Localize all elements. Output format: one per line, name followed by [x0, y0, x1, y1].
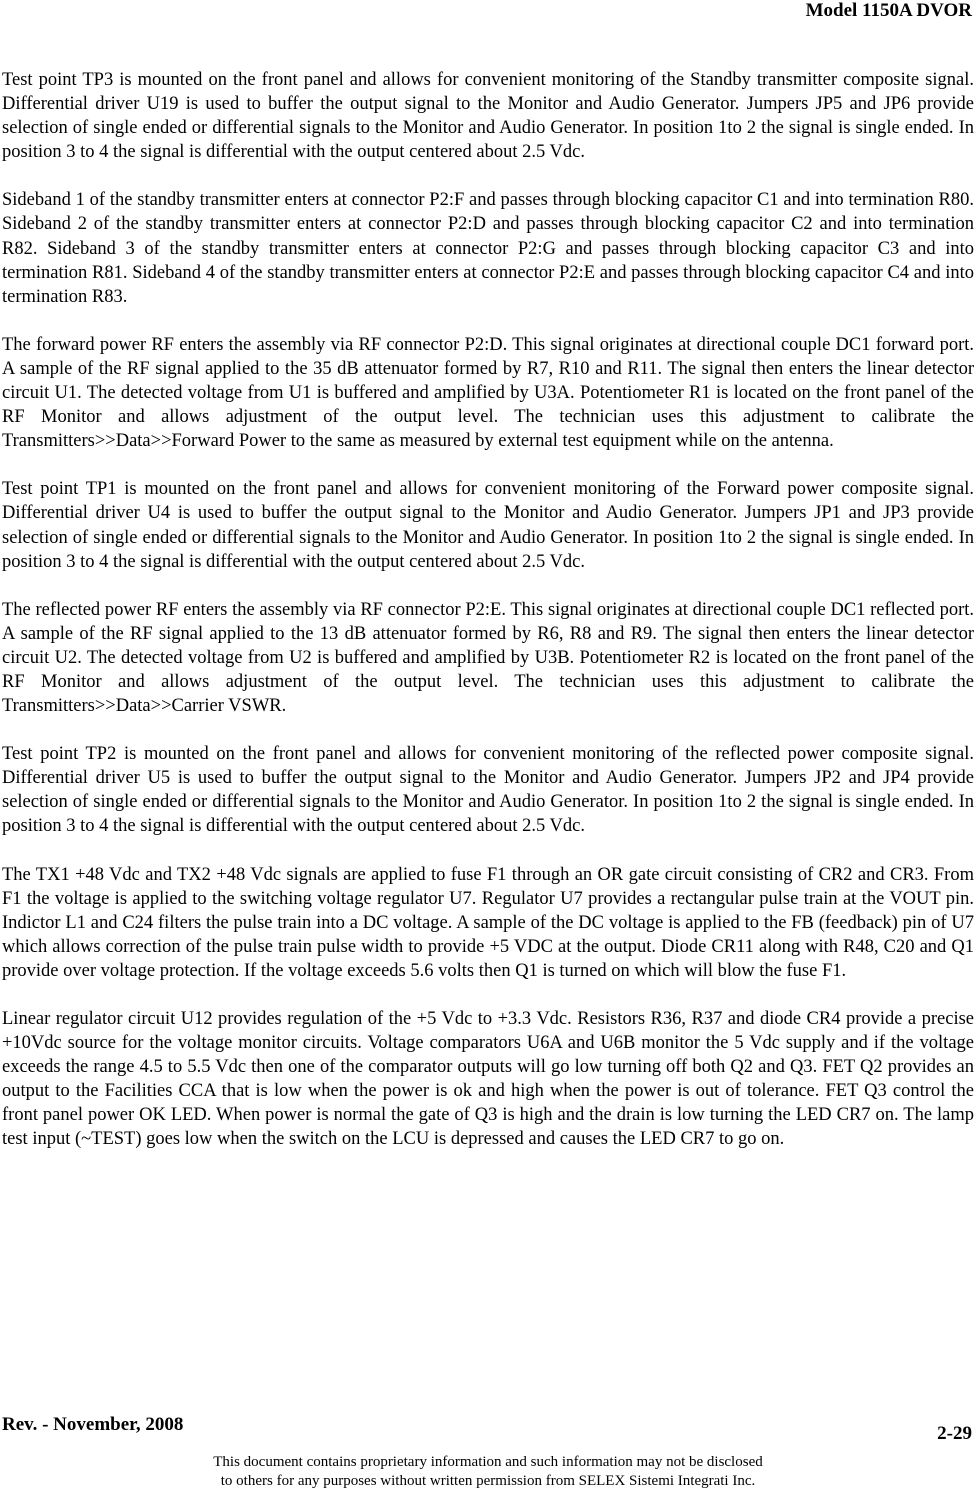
footer-notice-line-1: This document contains proprietary information and such information may not be disclosed [213, 1454, 763, 1470]
paragraph-forward-power: The forward power RF enters the assembly via RF connector P2:D. This signal originates at directional couple DC1 forward port. A sample of the RF signal applied to the 35 dB attenuator formed by R7, R10 and R11. The signal then enters the linear detector circuit U1. The detected voltage from U1 is buffered and amplified by U3A. Potentiometer R1 is located on the front panel of the RF Monitor and allows adjustment of the output level. The technician uses this adjustment to calibrate the Transmitters>>Data>>Forward Power to the same as measured by external test equipment while on the antenna. [2, 334, 974, 452]
footer-page-number: 2-29 [937, 1423, 972, 1444]
document-body [2, 68, 974, 1176]
document-header-title: Model 1150A DVOR [805, 0, 972, 21]
paragraph-tp1-forward-monitoring: Test point TP1 is mounted on the front panel and allows for convenient monitoring of the Forward power composite signal. Differential driver U4 is used to buffer the output signal to the Monitor and Audio Generator. Jumpers JP1 and JP3 provide selection of single ended or differential signals to the Monitor and Audio Generator. In position 1to 2 the signal is single ended. In position 3 to 4 the signal is differential with the output centered about 2.5 Vdc. [2, 479, 974, 572]
footer-proprietary-notice [0, 1453, 976, 1491]
paragraph-tp2-reflected-monitoring: Test point TP2 is mounted on the front panel and allows for convenient monitoring of the reflected power composite signal. Differential driver U5 is used to buffer the output signal to the Monitor and Audio Generator. Jumpers JP2 and JP4 provide selection of single ended or differential signals to the Monitor and Audio Generator. In position 1to 2 the signal is single ended. In position 3 to 4 the signal is differential with the output centered about 2.5 Vdc. [2, 744, 974, 837]
paragraph-power-supply: The TX1 +48 Vdc and TX2 +48 Vdc signals are applied to fuse F1 through an OR gate circuit consisting of CR2 and CR3. From F1 the voltage is applied to the switching voltage regulator U7. Regulator U7 provides a rectangular pulse train at the VOUT pin. Indictor L1 and C24 filters the pulse train into a DC voltage. A sample of the DC voltage is applied to the FB (feedback) pin of U7 which allows correction of the pulse train pulse width to provide +5 VDC at the output. Diode CR11 along with R48, C20 and Q1 provide over voltage protection. If the voltage exceeds 5.6 volts then Q1 is turned on which will blow the fuse F1. [2, 864, 974, 981]
paragraph-reflected-power: The reflected power RF enters the assembly via RF connector P2:E. This signal originates at directional couple DC1 reflected port. A sample of the RF signal applied to the 13 dB attenuator formed by R6, R8 and R9. The signal then enters the linear detector circuit U2. The detected voltage from U2 is buffered and amplified by U3B. Potentiometer R2 is located on the front panel of the RF Monitor and allows adjustment of the output level. The technician uses this adjustment to calibrate the Transmitters>>Data>>Carrier VSWR. [2, 599, 974, 717]
paragraph-tp3-standby-monitoring: Test point TP3 is mounted on the front panel and allows for convenient monitoring of the Standby transmitter composite signal. Differential driver U19 is used to buffer the output signal to the Monitor and Audio Generator. Jumpers JP5 and JP6 provide selection of single ended or differential signals to the Monitor and Audio Generator. In position 1to 2 the signal is single ended. In position 3 to 4 the signal is differential with the output centered about 2.5 Vdc. [2, 70, 974, 163]
paragraph-sidebands: Sideband 1 of the standby transmitter enters at connector P2:F and passes through blocking capacitor C1 and into termination R80. Sideband 2 of the standby transmitter enters at connector P2:D and passes through blocking capacitor C2 and into termination R82. Sideband 3 of the standby transmitter enters at connector P2:G and passes through blocking capacitor C3 and into termination R81. Sideband 4 of the standby transmitter enters at connector P2:E and passes through blocking capacitor C4 and into termination R83. [2, 190, 974, 307]
footer-notice-line-2: to others for any purposes without written permission from SELEX Sistemi Integrati Inc. [220, 1473, 756, 1489]
paragraph-linear-regulator: Linear regulator circuit U12 provides regulation of the +5 Vdc to +3.3 Vdc. Resistors R36, R37 and diode CR4 provide a precise +10Vdc source for the voltage monitor circuits. Voltage comparators U6A and U6B monitor the 5 Vdc supply and if the voltage exceeds the range 4.5 to 5.5 Vdc then one of the comparator outputs will go low turning off both Q2 and Q3. FET Q2 provides an output to the Facilities CCA that is low when the power is ok and high when the power is out of tolerance. FET Q3 control the front panel power OK LED. When power is normal the gate of Q3 is high and the drain is low turning the LED CR7 on. The lamp test input (~TEST) goes low when the switch on the LCU is depressed and causes the LED CR7 to go on. [2, 1009, 974, 1150]
footer-revision: Rev. - November, 2008 [2, 1414, 184, 1435]
